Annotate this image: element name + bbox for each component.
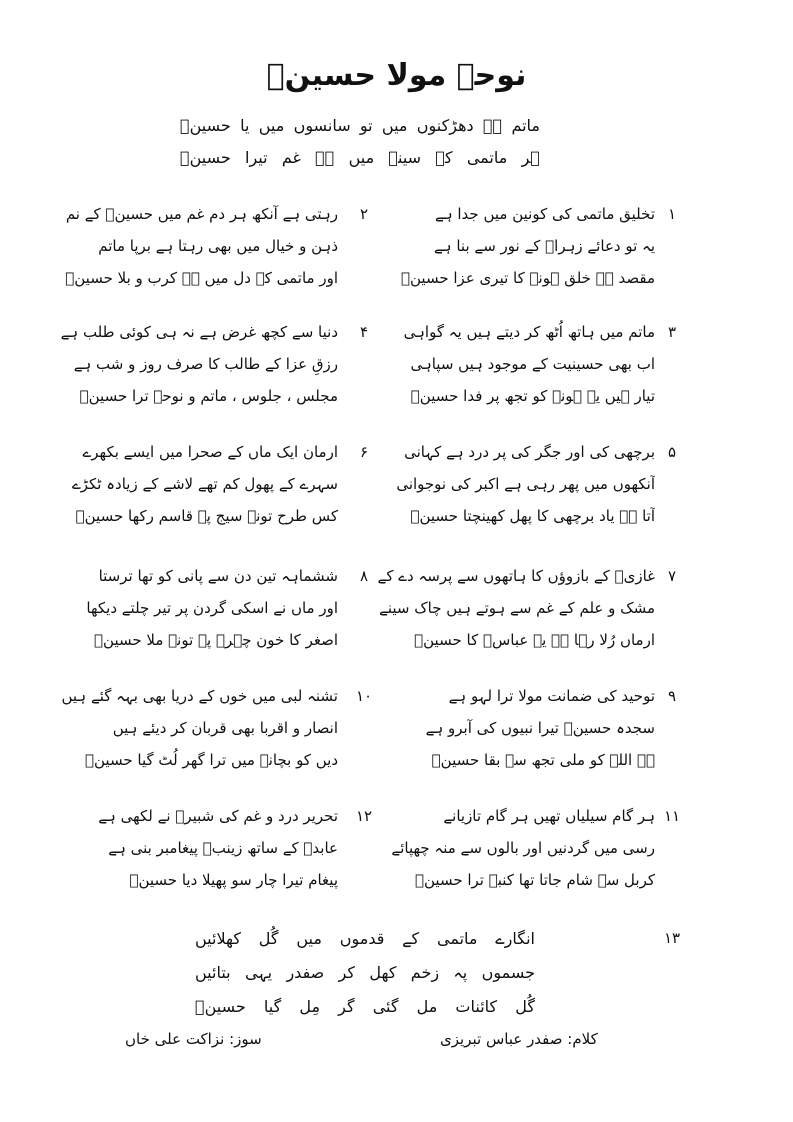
stanza-number: ۱ — [667, 205, 677, 223]
stanza-number: ۳ — [667, 323, 677, 341]
stanza-line: ہر گام سیلیاں تھیں ہر گام تازیانے — [443, 807, 655, 825]
stanza-number: ۶ — [359, 443, 369, 461]
stanza-line: ہے اللہ کو ملی تجھ سے بقا حسینؑ — [431, 751, 655, 769]
stanza-line: برچھی کی اور جگر کی پر درد ہے کہانی — [404, 443, 655, 461]
stanza-13 — [195, 922, 535, 1024]
stanza-number: ۱۰ — [355, 687, 373, 705]
stanza-line: کس طرح تونے سیج پہ قاسم رکھا حسینؑ — [75, 507, 338, 525]
stanza-line: پیغام تیرا چار سو پھیلا دیا حسینؑ — [129, 871, 338, 889]
stanza-line: ذہن و خیال میں بھی رہتا ہے برپا ماتم — [98, 237, 338, 255]
stanza-line: سجدہ حسینؑ تیرا نبیوں کی آبرو ہے — [425, 719, 655, 737]
stanza-line: تیار ہیں یہ ہونے کو تجھ پر فدا حسینؑ — [410, 387, 655, 405]
stanza-number: ۸ — [359, 567, 369, 585]
stanza-line: اب بھی حسینیت کے موجود ہیں سپاہی — [410, 355, 655, 373]
chorus — [180, 110, 540, 174]
chorus-line-2: ہر ماتمی کے سینے میں ہے غم تیرا حسینؑ — [180, 148, 540, 167]
stanza-6 — [48, 436, 338, 532]
stanza-line: دیں کو بچانے میں ترا گھر لُٹ گیا حسینؑ — [85, 751, 338, 769]
stanza-9 — [365, 680, 655, 776]
stanza-line: دنیا سے کچھ غرض ہے نہ ہی کوئی طلب ہے — [60, 323, 338, 341]
stanza-number: ۷ — [667, 567, 677, 585]
stanza-number: ۹ — [667, 687, 677, 705]
stanza-line: ارماں رُلا رہا ہے یہ عباسؑ کا حسینؑ — [414, 631, 655, 649]
stanza-4 — [48, 316, 338, 412]
stanza-8 — [48, 560, 338, 656]
stanza-line: تشنہ لبی میں خوں کے دریا بھی بہہ گئے ہیں — [61, 687, 338, 705]
stanza-number: ۴ — [359, 323, 369, 341]
stanza-5 — [365, 436, 655, 532]
stanza-line: مقصد ہے خلق ہونے کا تیری عزا حسینؑ — [401, 269, 655, 287]
stanza-line: انگارے ماتمی کے قدموں میں گُل کھلائیں — [195, 929, 535, 948]
reciter-credit: سوز: نزاکت علی خاں — [125, 1030, 262, 1048]
stanza-line: ارمان ایک ماں کے صحرا میں ایسے بکھرے — [82, 443, 338, 461]
stanza-line: گُل کائنات مل گئی گر مِل گیا حسینؑ — [195, 997, 535, 1016]
stanza-line: انصار و اقربا بھی قربان کر دیئے ہیں — [112, 719, 338, 737]
stanza-line: رزقِ عزا کے طالب کا صرف روز و شب ہے — [73, 355, 338, 373]
stanza-line: عابدؑ کے ساتھ زینبؑ پیغامبر بنی ہے — [108, 839, 338, 857]
stanza-line: اور ماتمی کے دل میں ہے کرب و بلا حسینؑ — [65, 269, 338, 287]
stanza-2 — [48, 198, 338, 294]
stanza-number: ۱۳ — [663, 929, 681, 947]
stanza-3 — [365, 316, 655, 412]
lyricist-credit: کلام: صفدر عباس تبریزی — [440, 1030, 598, 1048]
stanza-line: آنکھوں میں پھر رہی ہے اکبر کی نوجوانی — [396, 475, 655, 493]
stanza-line: توحید کی ضمانت مولا ترا لہو ہے — [448, 687, 655, 705]
stanza-10 — [48, 680, 338, 776]
stanza-line: جسموں پہ زخم کھل کر صفدر یہی بتائیں — [195, 963, 535, 982]
stanza-line: کربل سے شام جاتا تھا کنبہ ترا حسینؑ — [415, 871, 655, 889]
page-title: نوحہ مولا حسینؑ — [266, 58, 527, 93]
stanza-12 — [48, 800, 338, 896]
stanza-line: غازیؑ کے بازوؤں کا ہاتھوں سے پرسہ دے کے — [377, 567, 655, 585]
stanza-number: ۵ — [667, 443, 677, 461]
stanza-number: ۱۲ — [355, 807, 373, 825]
stanza-line: اور ماں نے اسکی گردن پر تیر چلتے دیکھا — [86, 599, 338, 617]
stanza-line: تخلیق ماتمی کی کونین میں جدا ہے — [435, 205, 655, 223]
stanza-line: مجلس ، جلوس ، ماتم و نوحہ ترا حسینؑ — [79, 387, 338, 405]
stanza-line: ششماہہ تین دن سے پانی کو تھا ترستا — [98, 567, 338, 585]
stanza-line: رہتی ہے آنکھ ہر دم غم میں حسینؑ کے نم — [65, 205, 338, 223]
stanza-line: سہرے کے پھول کم تھے لاشے کے زیادہ ٹکڑے — [71, 475, 338, 493]
stanza-line: رسی میں گردنیں اور بالوں سے منہ چھپائے — [391, 839, 655, 857]
stanza-line: اصغر کا خون چہرے پہ تونے ملا حسینؑ — [94, 631, 338, 649]
stanza-number: ۱۱ — [663, 807, 681, 825]
chorus-line-1: ماتم ہے دھڑکنوں میں تو سانسوں میں یا حسینؑ — [180, 116, 540, 135]
stanza-line: تحریر درد و غم کی شبیرؑ نے لکھی ہے — [98, 807, 338, 825]
stanza-line: مشک و علم کے غم سے ہوتے ہیں چاک سینے — [379, 599, 655, 617]
stanza-number: ۲ — [359, 205, 369, 223]
stanza-line: یہ تو دعائے زہراؑ کے نور سے بنا ہے — [434, 237, 655, 255]
stanza-1 — [365, 198, 655, 294]
stanza-line: ماتم میں ہاتھ اُٹھ کر دیتے ہیں یہ گواہی — [403, 323, 655, 341]
stanza-line: آتا ہے یاد برچھی کا پھل کھینچتا حسینؑ — [410, 507, 655, 525]
stanza-7 — [365, 560, 655, 656]
stanza-11 — [365, 800, 655, 896]
